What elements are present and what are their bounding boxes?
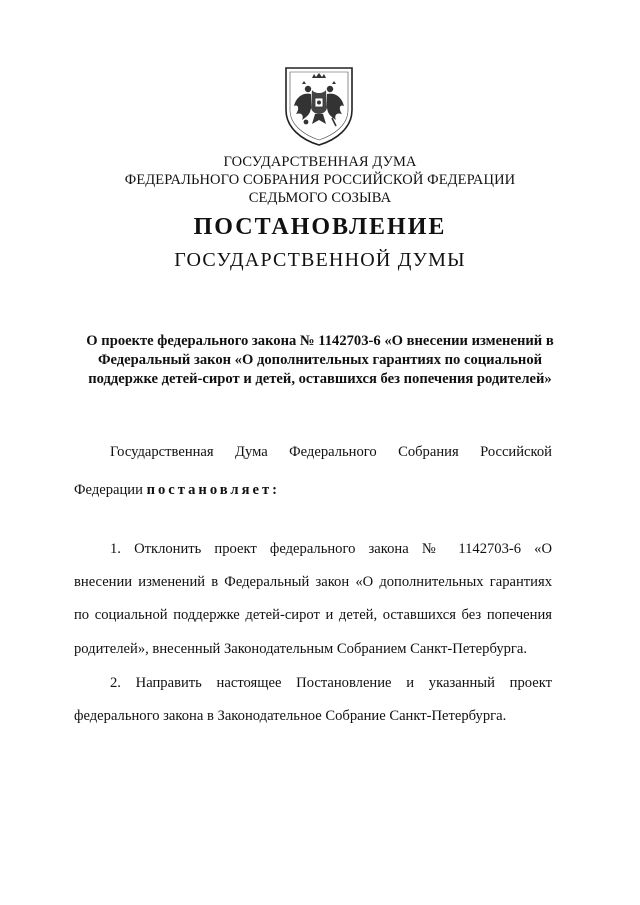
document-subtitle: ГОСУДАРСТВЕННОЙ ДУМЫ — [174, 249, 466, 271]
subject-line-1: О проекте федерального закона № 1142703-6 «О внесении изменений в — [86, 333, 554, 349]
coat-of-arms-emblem-icon — [282, 64, 356, 148]
document-title: ПОСТАНОВЛЕНИЕ — [193, 214, 447, 240]
item-2-line-2: федерального закона в Законодательное Собрание Санкт-Петербурга. — [74, 708, 507, 724]
item-1-line-1: 1. Отклонить проект федерального закона № 1142703-6 «О — [110, 541, 552, 557]
preamble-line-2 — [74, 482, 280, 499]
item-1-line-2: внесении изменений в Федеральный закон «О дополнительных гарантиях — [74, 574, 552, 590]
item-1-line-4: родителей», внесенный Законодательным Собранием Санкт-Петербурга. — [74, 641, 528, 657]
preamble-text: Федерации — [74, 482, 147, 498]
header-line-1: ГОСУДАРСТВЕННАЯ ДУМА — [223, 154, 417, 170]
item-1-line-3: по социальной поддержке детей-сирот и детей, оставшихся без попечения — [74, 607, 552, 623]
resolves-word: постановляет: — [146, 482, 281, 498]
preamble-line-1: Государственная Дума Федерального Собрания Российской — [110, 444, 552, 460]
item-2-line-1: 2. Направить настоящее Постановление и указанный проект — [110, 675, 552, 691]
header-line-2: ФЕДЕРАЛЬНОГО СОБРАНИЯ РОССИЙСКОЙ ФЕДЕРАЦИИ — [124, 172, 516, 188]
header-line-3: СЕДЬМОГО СОЗЫВА — [248, 190, 392, 206]
subject-line-3: поддержке детей-сирот и детей, оставшихся без попечения родителей» — [88, 371, 552, 387]
subject-line-2: Федеральный закон «О дополнительных гарантиях по социальной — [97, 352, 543, 368]
